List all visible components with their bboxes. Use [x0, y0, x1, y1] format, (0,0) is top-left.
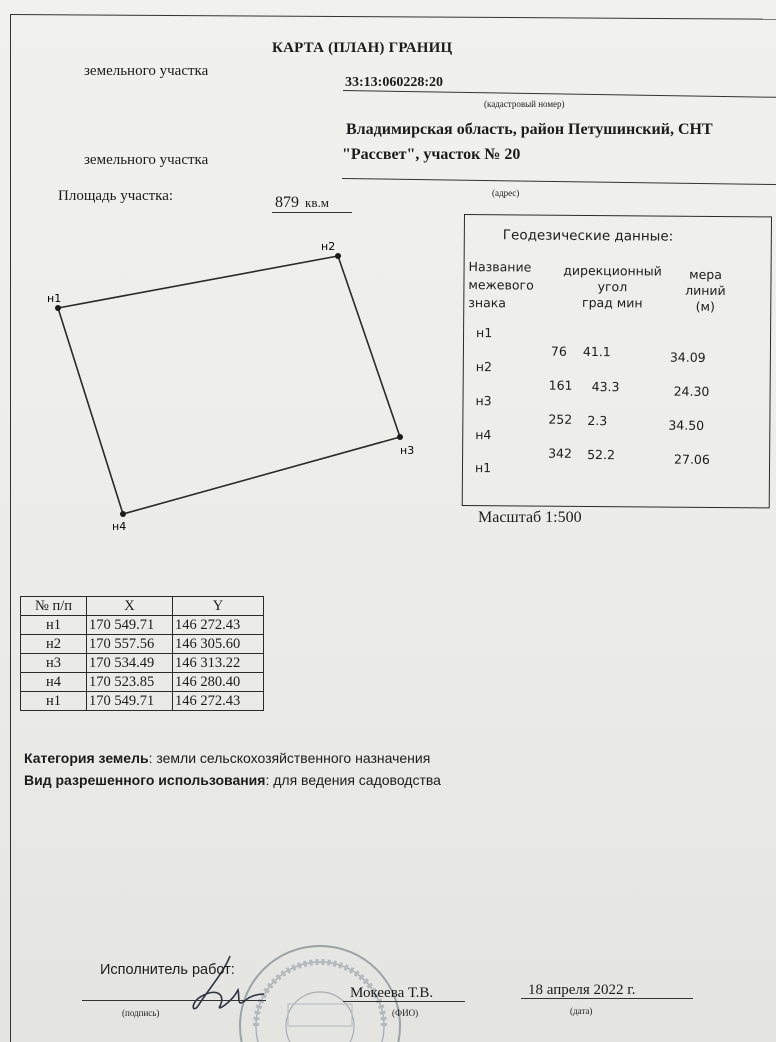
table-row	[21, 616, 264, 635]
permitted-use-value: : для ведения садоводства	[265, 772, 441, 788]
label-land-plot-cadastral: земельного участка	[84, 63, 209, 79]
geodesic-angle-deg: 342	[548, 445, 573, 461]
handwritten-signature	[186, 950, 266, 1020]
geodesic-sign: н2	[475, 359, 493, 375]
point-label-n2: н2	[321, 240, 336, 253]
geodesic-header-angle-line: угол	[597, 279, 628, 295]
document-date: 18 апреля 2022 г.	[528, 982, 636, 998]
geodesic-header-angle	[560, 263, 664, 312]
table-row	[21, 673, 264, 692]
plot-boundary-polygon	[58, 256, 400, 514]
coordinates-header: Y	[173, 597, 264, 616]
point-marker-n4	[120, 511, 126, 517]
geodesic-header-sign-line: знака	[468, 295, 507, 311]
table-cell: н1	[21, 616, 87, 635]
coordinates-header: X	[87, 597, 173, 616]
point-label-n1: н1	[47, 292, 62, 305]
table-cell: н3	[21, 654, 87, 673]
table-cell: 146 305.60	[173, 635, 264, 654]
geodesic-line-length: 24.30	[673, 383, 710, 399]
signature-caption: (подпись)	[122, 1008, 160, 1018]
geodesic-header-sign	[468, 258, 534, 313]
geodesic-sign: н1	[476, 325, 493, 341]
coordinates-header-row	[21, 597, 264, 616]
scale-label: Масштаб 1:500	[478, 509, 582, 526]
point-label-n4: н4	[112, 520, 127, 533]
area-label: Площадь участка:	[58, 188, 174, 204]
geodesic-header-length	[674, 267, 736, 315]
area-value: 879	[275, 194, 299, 211]
geodesic-angle-min: 52.2	[587, 446, 616, 463]
cadastral-caption: (кадастровый номер)	[484, 99, 565, 109]
table-cell: 170 534.49	[87, 654, 173, 673]
coordinates-table	[20, 596, 264, 711]
table-cell: 170 557.56	[87, 635, 173, 654]
table-cell: 146 272.43	[173, 616, 264, 635]
geodesic-header-sign-line: Название	[468, 259, 532, 275]
land-category-value: : земли сельскохозяйственного назначения	[148, 750, 431, 766]
fio-line	[343, 1001, 465, 1002]
signature-line	[82, 1000, 266, 1001]
point-marker-n3	[397, 434, 403, 440]
geodesic-header-length-line: мера	[689, 266, 722, 283]
area-unit: кв.м	[305, 195, 329, 210]
geodesic-angle-min: 41.1	[582, 343, 611, 360]
geodesic-data-box	[462, 214, 772, 508]
fio-caption: (ФИО)	[392, 1008, 419, 1018]
table-cell: 146 313.22	[173, 654, 264, 673]
table-cell: н2	[21, 635, 87, 654]
geodesic-angle-min: 2.3	[587, 412, 608, 429]
geodesic-header-angle-line: град мин	[581, 294, 643, 311]
point-marker-n1	[55, 305, 61, 311]
geodesic-angle-deg: 161	[548, 377, 573, 393]
address-line-2: "Рассвет", участок № 20	[342, 146, 521, 163]
executor-fio: Мокеева Т.В.	[350, 985, 434, 1001]
land-category	[24, 750, 430, 766]
date-caption: (дата)	[570, 1006, 593, 1016]
geodesic-line-length: 34.09	[669, 349, 706, 365]
geodesic-angle-min: 43.3	[591, 379, 620, 395]
address-caption: (адрес)	[492, 188, 520, 198]
table-cell: н4	[21, 673, 87, 692]
table-row	[21, 692, 264, 711]
permitted-use-label: Вид разрешенного использования	[24, 772, 266, 788]
geodesic-line-length: 27.06	[674, 451, 710, 467]
geodesic-header-sign-line: межевого	[468, 277, 534, 293]
permitted-use	[24, 772, 441, 788]
geodesic-line-length: 34.50	[668, 417, 705, 433]
table-cell: 146 280.40	[173, 673, 264, 692]
table-cell: н1	[21, 692, 87, 711]
geodesic-title: Геодезические данные:	[502, 227, 674, 245]
address-line-1: Владимирская область, район Петушинский, СНТ	[346, 121, 713, 138]
geodesic-header-length-line: линий	[685, 282, 726, 299]
table-cell: 170 549.71	[87, 692, 173, 711]
executor-label: Исполнитель работ:	[100, 962, 235, 978]
point-label-n3: н3	[400, 444, 415, 457]
geodesic-sign: н4	[475, 427, 492, 443]
land-category-label: Категория земель	[24, 750, 149, 766]
cadastral-number: 33:13:060228:20	[345, 75, 443, 90]
table-cell: 146 272.43	[173, 692, 264, 711]
table-cell: 170 549.71	[87, 616, 173, 635]
table-row	[21, 635, 264, 654]
geodesic-header-angle-line: дирекционный	[563, 262, 662, 279]
label-land-plot-address: земельного участка	[84, 152, 209, 168]
geodesic-angle-deg: 252	[548, 411, 573, 427]
table-cell: 170 523.85	[87, 673, 173, 692]
point-marker-n2	[335, 253, 341, 259]
coordinates-header: № п/п	[21, 597, 87, 616]
document-title: КАРТА (ПЛАН) ГРАНИЦ	[272, 40, 453, 56]
table-row	[21, 654, 264, 673]
date-line	[521, 998, 693, 999]
geodesic-angle-deg: 76	[550, 343, 567, 359]
geodesic-sign: н1	[474, 460, 492, 476]
geodesic-header-length-line: (м)	[695, 298, 715, 314]
geodesic-sign: н3	[475, 393, 492, 409]
